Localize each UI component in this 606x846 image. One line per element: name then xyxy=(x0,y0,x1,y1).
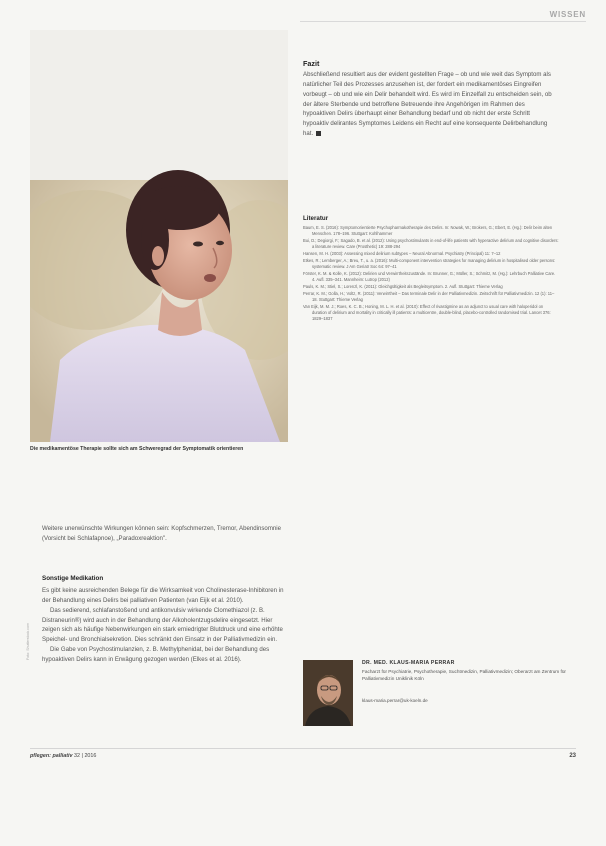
footer-rule xyxy=(30,748,576,749)
literature-item: Förster, K. M. & Kolle, K. (2012): Delirien und Verwirrtheitszustände. In: Brunner, G.; Müller, S.; Schmitz, M. (Hg.): Lehrbuch Palliative Care. 4. Aufl. 335–341. Mannheim: Lutrop (2012) xyxy=(303,270,556,283)
page-number: 23 xyxy=(569,753,576,759)
literature-list xyxy=(303,225,559,323)
section-subheading: Sonstige Medikation xyxy=(42,575,104,582)
fazit-heading: Fazit xyxy=(303,59,320,68)
literature-item: Van Eijk, M. M. J.; Roes, K. C. B.; Honing, M. L. H. et al. (2010): Effect of rivastigmine as an adjunct to usual care with haloperidol on duration of delirium and mortality in critically ill patients: a multicentre, double-blind, placebo-controlled randomised trial. Lancet 376: 1829–1837 xyxy=(303,303,551,322)
author-name: DR. MED. KLAUS-MARIA PERRAR xyxy=(362,660,455,666)
body-paragraph: Die Gabe von Psychostimulanzien, z. B. Methylphenidat, bei der Behandlung des hypoaktiven Delirs kann in Erwägung gezogen werden (Elkes et al. 2016). xyxy=(42,646,270,664)
body-paragraph: Es gibt keine ausreichenden Belege für die Wirksamkeit von Cholinesterase-Inhibitoren in der Behandlung eines Delirs bei palliativen Patienten (van Eijk et al. 2010). xyxy=(42,587,284,604)
journal-name: pflegen: palliativ xyxy=(30,753,73,759)
author-email: klaus-maria.perrar@uk-koeln.de xyxy=(362,698,428,703)
fazit-text: Abschließend resultiert aus der evident gestellten Frage – ob und wie weit das Symptom als natürlicher Teil des Prozesses anzusehen ist, der fordert ein medikamentöses Eingreifen vorbeugt – ob und wie ein Delir behandelt wird. Es wird im Einzelfall zu entscheiden sein, ob der ältere Sterbende und betroffene Betreuende ihre Angehörigen im Rahmen des hypoaktiven Delirs überhaupt einer Behandlung bedarf und ob nicht der erste Schritt hypoaktiv delirantes Symptomes Leidens ein Recht auf eine konsequente Delirbehandlung hat. xyxy=(303,71,552,138)
journal-footer xyxy=(30,753,96,759)
literature-item: Pauls, K. M.; Stiel, S.; Lorenzl, K. (2011): Gleichgültigkeit als Begleitsymptom. 2. Aufl. Stuttgart: Thieme Verlag xyxy=(303,283,503,289)
author-portrait xyxy=(303,660,353,726)
fazit-paragraph xyxy=(303,70,553,139)
section-rule xyxy=(300,21,586,22)
literature-item: Baum, E. S. (2016): Symptomorientierte Psychopharmakotherapie des Delirs. In: Nowak, W.; Brokers, G.; Ebert, E. (Hg.): Delir beim alten Menschen. 178–196. Stuttgart: Kohlhammer xyxy=(303,225,553,237)
literature-heading: Literatur xyxy=(303,215,329,222)
end-of-article-icon xyxy=(316,131,321,136)
section-label: WISSEN xyxy=(549,10,586,19)
journal-issue: 32 | 2016 xyxy=(74,753,97,759)
photo-caption: Die medikamentöse Therapie sollte sich am Schweregrad der Symptomatik orientieren xyxy=(30,446,244,452)
literature-item: Etkes, R.; Lemberger, A.; Breu, T., u. a. (2016): Multi-component intervention strategies for managing delirium in hospitalised older persons: systematic review. J Am Geriatr Soc 64: 97–41 xyxy=(303,257,556,270)
body-text xyxy=(42,586,292,665)
literature-item: Bui, D.; Degiorgi, F.; Sagado, B. et al. (2012): Using psychostimulants in end-of-life patients with hyperactive delirium and cognitive disorders: a literature review. Care (Prosthetic) 19: 288-294 xyxy=(303,238,559,250)
photo-credit: Foto: Shutterstock.com xyxy=(26,623,30,660)
body-paragraph: Das sedierend, schlafanstoßend und antikonvulsiv wirkende Clomethiazol (z. B. Distraneurin®) wird auch in der Behandlung der Alkoholentzugsdelire eingesetzt. Hier zeigen sich als häufige Nebenwirkungen ein stark erniedrigter Blutdruck und eine erhöhte Speichel- und Bronchialsekretion. Dies schränkt den Einsatz in der Palliativmedizin ein. xyxy=(42,606,283,644)
article-photo xyxy=(30,30,288,442)
author-bio: Facharzt für Psychiatrie, Psychotherapie, Suchtmedizin, Palliativmedizin; Oberarzt am Zentrum für Palliativmedizin Uniklinik Köln xyxy=(362,669,566,682)
literature-item: Perrar, K. M.; Golla, H.; Voltz, R. (2011): Verwirrtheit – Das terminale Delir in der Palliativmedizin. Zeitschrift für Palliativmedizin. 12 (1): 11–18. Stuttgart: Thieme Verlag xyxy=(303,290,555,302)
intro-paragraph: Weitere unerwünschte Wirkungen können sein: Kopfschmerzen, Tremor, Abendinsomnie (Vorsicht bei Schlafapnoe), „Paradoxreaktion". xyxy=(42,525,282,542)
literature-item: Hansen, M. H. (2003): Assessing mixed delirium subtypes – Neural Abnormal. Psychiatry (Principal) 11: 7–12 xyxy=(303,251,501,257)
